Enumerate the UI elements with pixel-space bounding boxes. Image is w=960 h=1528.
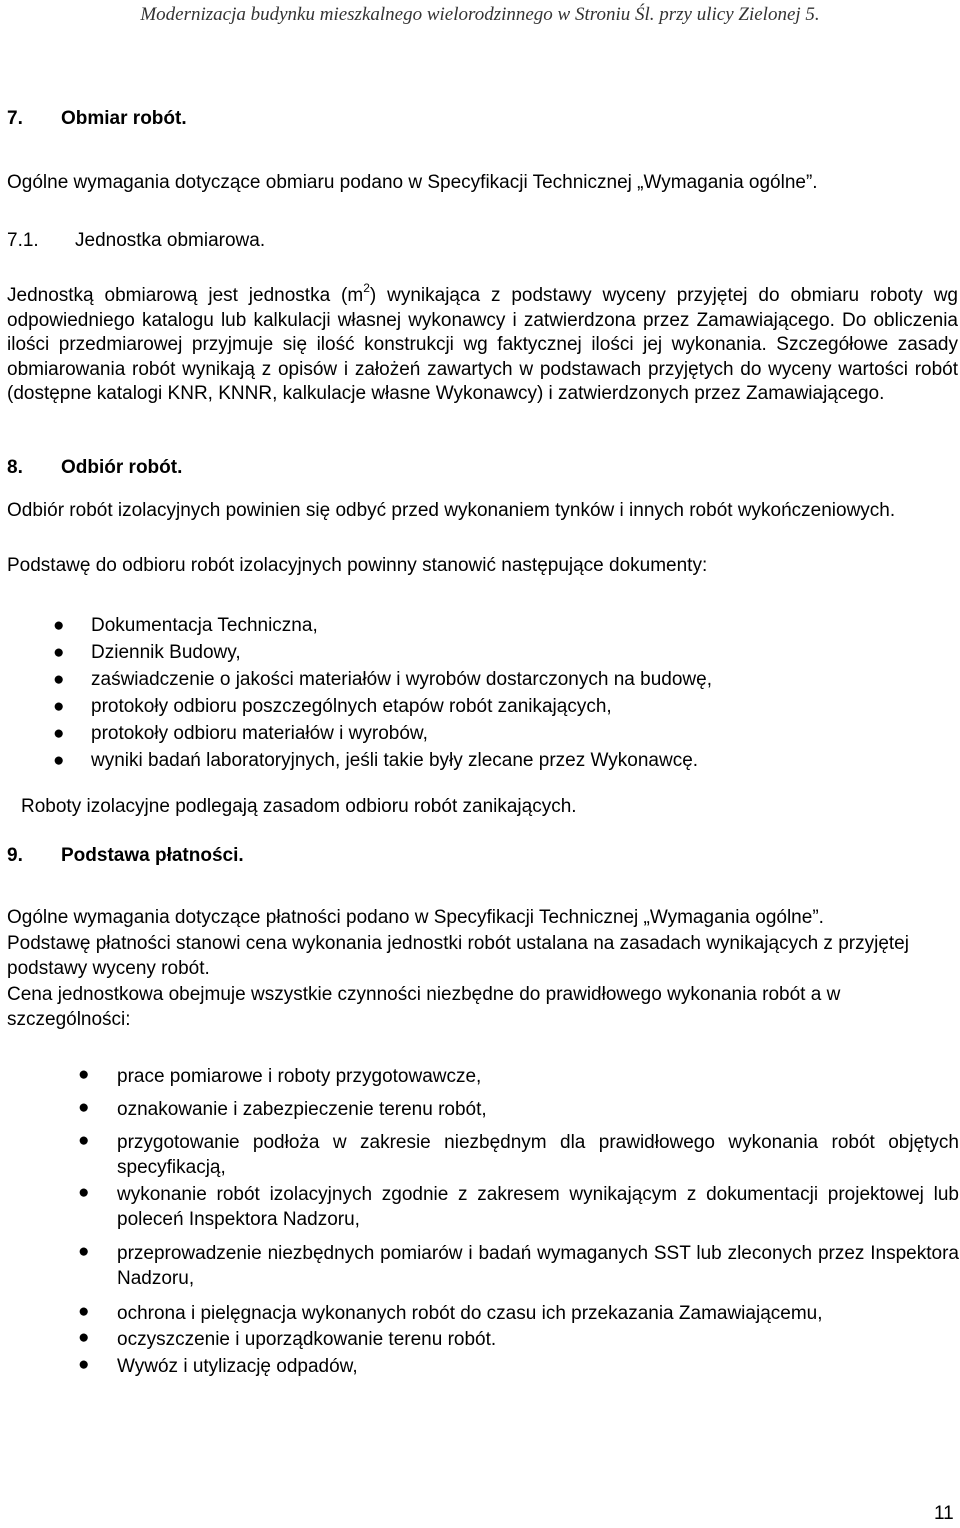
section-number: 9. (7, 845, 23, 866)
list-item: ● protokoły odbioru poszczególnych etapów robót zanikających, (0, 693, 940, 720)
page-number: 11 (934, 1503, 954, 1524)
bullet-icon: ● (53, 615, 65, 636)
list-item: ● protokoły odbioru materiałów i wyrobów, (0, 720, 940, 747)
para-text-b: ) wynikająca z podstawy wyceny przyjętej do obmiaru roboty wg odpowiedniego katalogu lub kalkulacji własnej wykonawcy i zatwierdzona przez Zamawiającego. Do obliczenia ilości przedmiarowej przyjmuje się ilość konstrukcji wg faktycznej ilości jej wykonania. Szczegółowe zasady obmiarowania robót wynikają z opisów i założeń zawartych w podstawach przyjętych do wyceny wartości robót (dostępne katalogi KNR, KNNR, kalkulacje własne Wykonawcy) i zatwierdzonych przez Zamawiającego. (7, 285, 958, 404)
subsection-number: 7.1. (7, 230, 39, 251)
bullet-icon: ● (78, 1327, 90, 1348)
list-item: ● zaświadczenie o jakości materiałów i wyrobów dostarczonych na budowę, (0, 666, 940, 693)
bullet-icon: ● (78, 1064, 90, 1085)
subsection-7-1-heading (7, 230, 265, 252)
bullet-icon: ● (53, 696, 65, 717)
section-number: 7. (7, 108, 23, 129)
bullet-icon: ● (78, 1130, 90, 1151)
section-9-heading (7, 845, 244, 867)
section-number: 8. (7, 457, 23, 478)
bullet-icon: ● (78, 1097, 90, 1118)
payment-paragraph-3: Cena jednostkowa obejmuje wszystkie czynności niezbędne do prawidłowego wykonania robót a w szczególności: (7, 984, 841, 1030)
section-title: Podstawa płatności. (61, 845, 244, 866)
section-title: Obmiar robót. (61, 108, 187, 129)
running-header: Modernizacja budynku mieszkalnego wielorodzinnego w Stroniu Śl. przy ulicy Zielonej 5. (140, 4, 820, 25)
bullet-icon: ● (53, 642, 65, 663)
bullet-icon: ● (78, 1241, 90, 1262)
bullet-icon: ● (78, 1182, 90, 1203)
list-item: ● Dokumentacja Techniczna, (0, 612, 940, 639)
bullet-icon: ● (53, 723, 65, 744)
list-item: ● Dziennik Budowy, (0, 639, 940, 666)
bullet-icon: ● (53, 750, 65, 771)
bullet-icon: ● (78, 1354, 90, 1375)
section-7-heading (7, 108, 187, 130)
measurement-unit-paragraph (7, 280, 958, 407)
documents-list (0, 612, 940, 774)
list-item: ● wyniki badań laboratoryjnych, jeśli takie były zlecane przez Wykonawcę. (0, 747, 940, 774)
subsection-title: Jednostka obmiarowa. (75, 230, 266, 251)
para-text-a: Jednostką obmiarową jest jednostka (m (7, 285, 364, 306)
payment-paragraph-1: Ogólne wymagania dotyczące płatności podano w Specyfikacji Technicznej „Wymagania ogólne”. (7, 907, 824, 928)
closing-sentence: Roboty izolacyjne podlegają zasadom odbioru robót zanikających. (21, 796, 577, 817)
section-7-intro: Ogólne wymagania dotyczące obmiaru podano w Specyfikacji Technicznej „Wymagania ogólne”. (7, 172, 818, 193)
superscript: 2 (363, 280, 370, 295)
documents-intro: Podstawę do odbioru robót izolacyjnych powinny stanowić następujące dokumenty: (7, 555, 708, 576)
bullet-icon: ● (53, 669, 65, 690)
bullet-icon: ● (78, 1301, 90, 1322)
payment-paragraph-2: Podstawę płatności stanowi cena wykonania jednostki robót ustalana na zasadach wynikających z przyjętej podstawy wyceny robót. (7, 933, 909, 979)
section-title: Odbiór robót. (61, 457, 183, 478)
section-8-heading (7, 457, 182, 479)
acceptance-paragraph: Odbiór robót izolacyjnych powinien się odbyć przed wykonaniem tynków i innych robót wykończeniowych. (7, 500, 896, 521)
